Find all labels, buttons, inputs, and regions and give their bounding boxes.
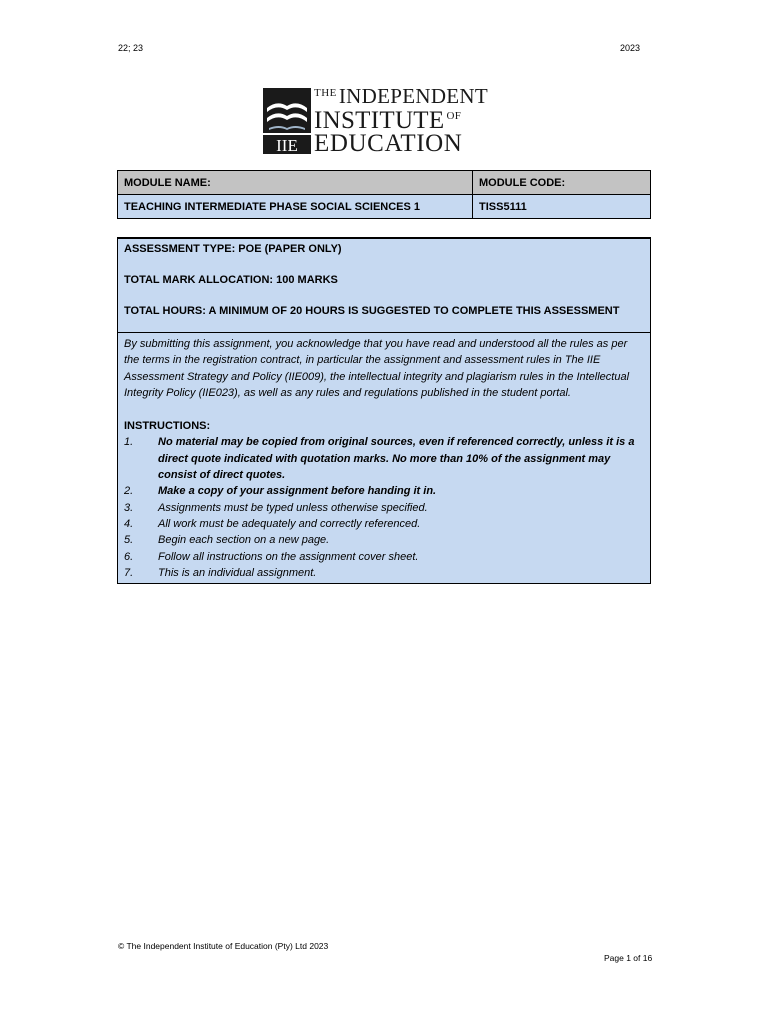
instructions-heading: INSTRUCTIONS: — [124, 420, 211, 433]
assessment-summary — [118, 239, 650, 333]
list-item-number: 6. — [124, 550, 134, 563]
header-year: 2023 — [620, 43, 641, 53]
assessment-type: ASSESSMENT TYPE: POE (PAPER ONLY) — [124, 243, 342, 255]
module-info-table — [117, 170, 651, 219]
module-header-row — [118, 171, 651, 195]
module-name-label: MODULE NAME: — [118, 171, 473, 195]
list-item-number: 7. — [124, 566, 134, 579]
submission-disclaimer: By submitting this assignment, you acknowledge that you have read and understood all the rules as per the terms in the registration contract, in particular the assignment and assessment rules in The IIE Assessment Strategy and Policy (IIE009), the intellectual integrity and plagiarism rules in the Intellectual Integrity Policy (IIE023), as well as any rules and regulations published in the student portal. — [124, 338, 630, 399]
list-item — [124, 434, 644, 483]
logo-of: OF — [446, 110, 462, 122]
list-item — [124, 516, 644, 532]
list-item-text: All work must be adequately and correctly referenced. — [158, 517, 421, 530]
assessment-rules — [118, 333, 650, 583]
total-mark-allocation: TOTAL MARK ALLOCATION: 100 MARKS — [124, 274, 338, 286]
list-item-text: Assignments must be typed unless otherwise specified. — [158, 501, 428, 514]
list-item — [124, 483, 644, 499]
assessment-box — [117, 237, 651, 584]
module-name-value: TEACHING INTERMEDIATE PHASE SOCIAL SCIENCES 1 — [118, 195, 473, 219]
module-value-row — [118, 195, 651, 219]
list-item-number: 1. — [124, 436, 134, 449]
total-hours: TOTAL HOURS: A MINIMUM OF 20 HOURS IS SUGGESTED TO COMPLETE THIS ASSESSMENT — [124, 305, 620, 317]
list-item-text: This is an individual assignment. — [158, 566, 317, 579]
iie-book-mark-icon — [263, 88, 311, 154]
list-item — [124, 500, 644, 516]
list-item-number: 5. — [124, 534, 134, 547]
footer-copyright: © The Independent Institute of Education (Pty) Ltd 2023 — [118, 941, 329, 951]
list-item-text: Follow all instructions on the assignment cover sheet. — [158, 550, 419, 563]
list-item-text: No material may be copied from original sources, even if referenced correctly, unless it is a direct quote indicated with quotation marks. No more than 10% of the assignment may consist of direct quotes. — [158, 436, 635, 482]
logo-wordmark — [314, 86, 488, 156]
list-item-number: 3. — [124, 501, 134, 514]
module-code-label: MODULE CODE: — [473, 171, 651, 195]
list-item-text: Make a copy of your assignment before handing it in. — [158, 485, 437, 498]
list-item — [124, 549, 644, 565]
logo-independent: INDEPENDENT — [338, 84, 489, 108]
svg-text:IIE: IIE — [276, 136, 298, 154]
logo-the: THE — [314, 87, 337, 99]
list-item — [124, 565, 644, 581]
list-item-number: 4. — [124, 517, 134, 530]
logo-education: EDUCATION — [314, 130, 463, 157]
header-date-codes: 22; 23 — [118, 43, 144, 53]
footer-page-number: Page 1 of 16 — [604, 953, 653, 963]
list-item-text: Begin each section on a new page. — [158, 534, 330, 547]
list-item — [124, 532, 644, 548]
module-code-value: TISS5111 — [473, 195, 651, 219]
logo-institute: INSTITUTE — [314, 107, 445, 134]
instructions-list — [124, 434, 644, 581]
list-item-number: 2. — [124, 485, 134, 498]
iie-logo — [263, 86, 508, 156]
